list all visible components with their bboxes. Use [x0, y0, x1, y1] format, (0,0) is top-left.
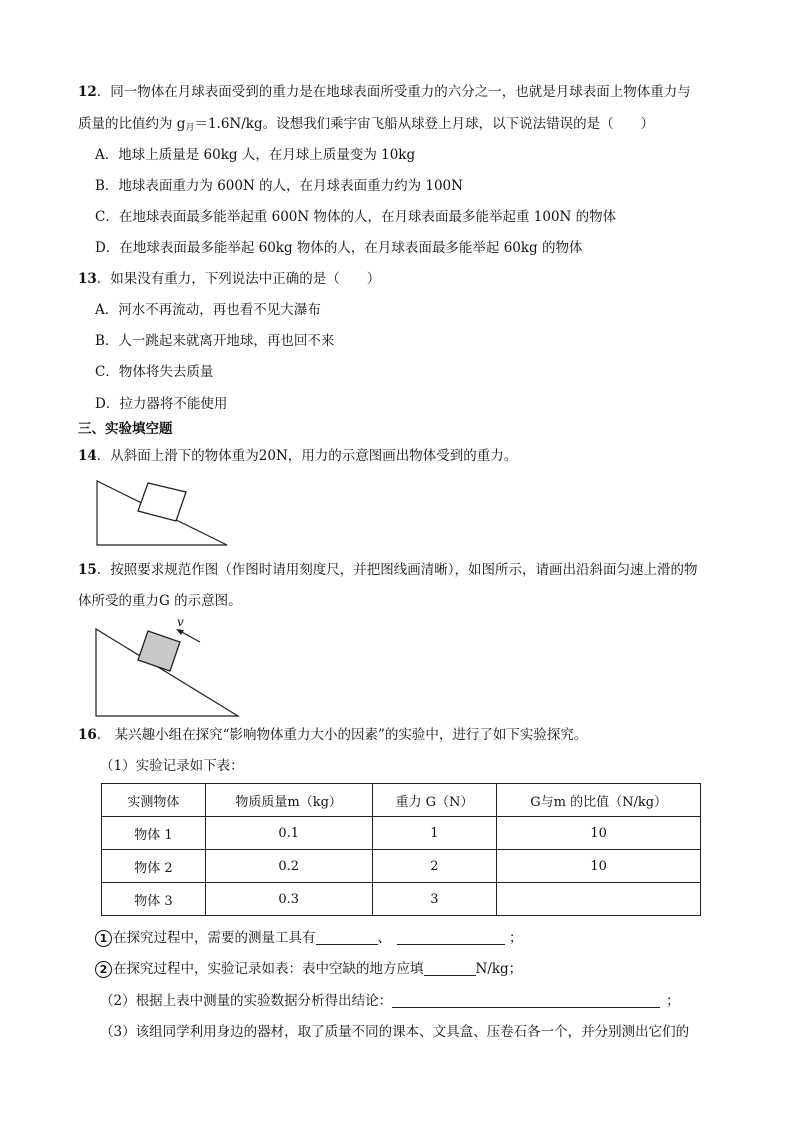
circled-number-1: 1 [95, 930, 112, 947]
q13-option-a: A．河水不再流动，再也看不见大瀑布 [95, 302, 321, 318]
q16-part2-end: ； [666, 993, 680, 1009]
q14-incline-figure [92, 476, 232, 548]
q13-stem [78, 269, 380, 289]
q16-part2-text: （2）根据上表中测量的实验数据分析得出结论： [100, 993, 393, 1009]
table-cell: 0.1 [205, 817, 372, 850]
table-row [102, 883, 701, 916]
table-cell: 10 [497, 817, 701, 850]
table-row [102, 850, 701, 883]
q14-text: ．从斜面上滑下的物体重为20N，用力的示意图画出物体受到的重力。 [96, 448, 518, 464]
q13-number: 13 [78, 271, 97, 287]
q16-part1: （1）实验记录如下表： [100, 758, 244, 774]
block [138, 631, 180, 671]
q15-number: 15 [78, 562, 97, 578]
q16-item1-end: ； [509, 930, 523, 946]
q14-stem [78, 446, 517, 466]
q15-line1 [78, 560, 698, 580]
q12-number: 12 [78, 84, 97, 100]
q12-line1 [78, 82, 691, 102]
table-header-row [102, 784, 701, 817]
q12-text-line2-a: 质量的比值约为 g [78, 116, 186, 132]
table-cell: 0.2 [205, 850, 372, 883]
table-cell: 0.3 [205, 883, 372, 916]
section-heading: 三、实验填空题 [78, 421, 173, 437]
answer-blank[interactable] [424, 961, 476, 976]
q12-option-a: A．地球上质量是 60kg 人，在月球上质量变为 10kg [95, 147, 416, 163]
answer-blank[interactable] [316, 930, 378, 945]
q16-part2 [100, 991, 680, 1011]
table-row [102, 817, 701, 850]
q15-incline-figure [92, 614, 242, 720]
q16-part3: （3）该组同学利用身边的器材，取了质量不同的课本、文具盒、压卷石各一个，并分别测出它们的 [100, 1024, 690, 1040]
q12-option-d: D．在地球表面最多能举起 60kg 物体的人，在月球表面最多能举起 60kg 的物体 [95, 240, 583, 256]
q14-number: 14 [78, 448, 97, 464]
table-header: G与m 的比值（N/kg） [497, 784, 701, 817]
q13-text: ．如果没有重力，下列说法中正确的是（ ） [96, 271, 381, 287]
table-cell: 1 [372, 817, 497, 850]
table-cell: 物体 1 [102, 817, 206, 850]
q16-item1-text: 在探究过程中，需要的测量工具有 [113, 930, 316, 946]
table-cell: 10 [497, 850, 701, 883]
q15-text-line1: ．按照要求规范作图（作图时请用刻度尺，并把图线画清晰），如图所示，请画出沿斜面匀速上滑的物 [96, 562, 698, 578]
velocity-label: v [177, 615, 184, 629]
q13-option-c: C．物体将失去质量 [95, 364, 214, 380]
q15-line2: 体所受的重力G 的示意图。 [78, 593, 242, 609]
sliding-block [138, 483, 186, 521]
table-cell: 物体 3 [102, 883, 206, 916]
q12-subscript: 月 [185, 123, 195, 133]
table-header: 物质质量m（kg） [205, 784, 372, 817]
q12-text-line2-b: ＝1.6N/kg。设想我们乘宇宙飞船从球登上月球，以下说法错误的是（ ） [194, 116, 655, 132]
q13-option-d: D．拉力器将不能使用 [95, 396, 228, 412]
circled-number-2: 2 [95, 961, 112, 978]
q12-option-c: C．在地球表面最多能举起重 600N 物体的人，在月球表面最多能举起重 100N 的物体 [95, 209, 617, 225]
q16-number: 16 [78, 727, 97, 743]
q12-line2 [78, 114, 654, 138]
q12-text-line1: ．同一物体在月球表面受到的重力是在地球表面所受重力的六分之一，也就是月球表面上物体重力与 [96, 84, 691, 100]
table-cell: 物体 2 [102, 850, 206, 883]
q12-option-b: B．地球表面重力为 600N 的人，在月球表面重力约为 100N [95, 178, 463, 194]
answer-blank[interactable] [397, 930, 505, 945]
table-cell-blank [497, 883, 701, 916]
q16-item2 [95, 959, 522, 979]
q13-option-b: B．人一跳起来就离开地球，再也回不来 [95, 333, 335, 349]
experiment-table [101, 783, 701, 916]
q16-item1 [95, 928, 523, 948]
table-cell: 3 [372, 883, 497, 916]
table-header: 重力 G（N） [372, 784, 497, 817]
table-cell: 2 [372, 850, 497, 883]
q16-stem [78, 725, 587, 745]
q16-item2-text: 在探究过程中，实验记录如表：表中空缺的地方应填 [113, 961, 424, 977]
q16-item1-separator: 、 [377, 930, 391, 946]
q16-text: ． 某兴趣小组在探究“影响物体重力大小的因素”的实验中，进行了如下实验探究。 [96, 727, 588, 743]
table-header: 实测物体 [102, 784, 206, 817]
answer-blank[interactable] [392, 993, 660, 1008]
q16-item2-end: N/kg； [475, 961, 523, 977]
